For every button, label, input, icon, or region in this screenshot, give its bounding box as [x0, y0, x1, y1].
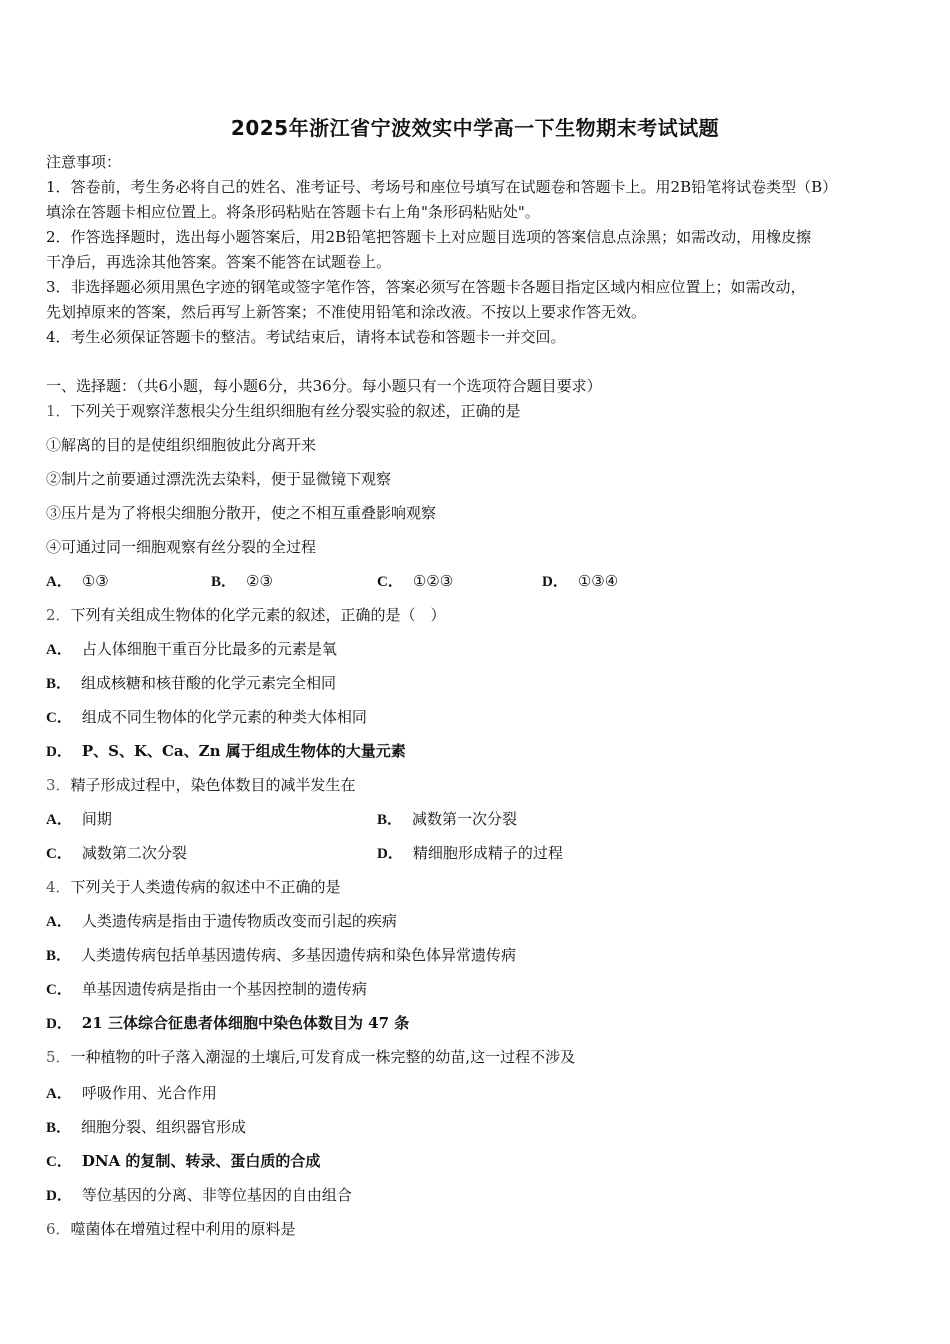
option-letter: A．	[46, 812, 72, 828]
option-letter: D．	[542, 574, 568, 590]
question-4-stem	[46, 877, 341, 897]
option-letter: B．	[46, 1120, 72, 1136]
option-letter: D．	[377, 846, 403, 862]
option-text: 间期	[81, 810, 112, 828]
q2-option-c[interactable]	[46, 707, 367, 728]
option-letter: C．	[46, 846, 72, 862]
q5-option-d[interactable]	[46, 1185, 352, 1206]
notes-heading: 注意事项：	[46, 153, 122, 171]
option-letter: C．	[46, 982, 72, 998]
q2-option-a[interactable]	[46, 639, 337, 660]
option-letter: A．	[46, 642, 72, 658]
question-3-stem	[46, 775, 356, 795]
option-letter: D．	[46, 1016, 72, 1032]
q3-option-b[interactable]	[377, 809, 517, 830]
option-text: 21 三体综合征患者体细胞中染色体数目为 47 条	[81, 1014, 410, 1032]
q1-statement-1: ①解离的目的是使组织细胞彼此分离开来	[46, 436, 317, 454]
option-text: 组成不同生物体的化学元素的种类大体相同	[81, 708, 367, 726]
option-letter: A．	[46, 1086, 72, 1102]
option-text: ①③④	[577, 572, 619, 590]
question-text: 噬菌体在增殖过程中利用的原料是	[70, 1220, 296, 1238]
option-text: 减数第二次分裂	[81, 844, 187, 862]
option-text: 组成核糖和核苷酸的化学元素完全相同	[81, 674, 337, 692]
option-text: 单基因遗传病是指由一个基因控制的遗传病	[81, 980, 367, 998]
option-letter: B．	[46, 948, 72, 964]
q2-option-b[interactable]	[46, 673, 336, 694]
question-text: 精子形成过程中，染色体数目的减半发生在	[70, 776, 356, 794]
q3-option-d[interactable]	[377, 843, 563, 864]
notes-line-3: 2．作答选择题时，选出每小题答案后，用2B铅笔把答题卡上对应题目选项的答案信息点涂黑；如需改动，用橡皮擦	[46, 228, 812, 246]
q1-statement-4: ④可通过同一细胞观察有丝分裂的全过程	[46, 538, 317, 556]
q4-option-a[interactable]	[46, 911, 397, 932]
notes-line-5: 3．非选择题必须用黑色字迹的钢笔或签字笔作答，答案必须写在答题卡各题目指定区域内相应位置上；如需改动，	[46, 278, 806, 296]
option-text: 占人体细胞干重百分比最多的元素是氧	[81, 640, 337, 658]
question-text: 下列有关组成生物体的化学元素的叙述，正确的是（ ）	[70, 606, 446, 624]
q2-option-d[interactable]	[46, 741, 406, 762]
option-text: ①②③	[412, 572, 454, 590]
question-text: 下列关于观察洋葱根尖分生组织细胞有丝分裂实验的叙述，正确的是	[70, 402, 521, 420]
option-text: 精细胞形成精子的过程	[412, 844, 563, 862]
question-number: 5．	[46, 1048, 71, 1066]
option-letter: B．	[211, 574, 237, 590]
notes-line-4: 干净后，再选涂其他答案。答案不能答在试题卷上。	[46, 253, 392, 271]
option-letter: C．	[46, 710, 72, 726]
q4-option-c[interactable]	[46, 979, 367, 1000]
option-text: ①③	[81, 572, 109, 590]
question-6-stem	[46, 1219, 296, 1239]
option-text: DNA 的复制、转录、蛋白质的合成	[81, 1152, 321, 1170]
notes-line-7: 4．考生必须保证答题卡的整洁。考试结束后，请将本试卷和答题卡一并交回。	[46, 328, 566, 346]
q5-option-b[interactable]	[46, 1117, 246, 1138]
notes-line-2: 填涂在答题卡相应位置上。将条形码粘贴在答题卡右上角"条形码粘贴处"。	[46, 203, 540, 221]
question-text: 下列关于人类遗传病的叙述中不正确的是	[70, 878, 341, 896]
option-letter: C．	[46, 1154, 72, 1170]
option-text: 细胞分裂、组织器官形成	[81, 1118, 247, 1136]
option-text: ②③	[246, 572, 273, 590]
option-letter: B．	[377, 812, 403, 828]
q1-option-d[interactable]	[542, 571, 618, 592]
question-1-stem	[46, 401, 521, 421]
option-text: 呼吸作用、光合作用	[81, 1084, 217, 1102]
option-text: 等位基因的分离、非等位基因的自由组合	[81, 1186, 352, 1204]
q5-option-c[interactable]	[46, 1151, 320, 1172]
option-text: 减数第一次分裂	[412, 810, 518, 828]
option-letter: A．	[46, 574, 72, 590]
option-text: P、S、K、Ca、Zn 属于组成生物体的大量元素	[81, 742, 406, 760]
question-number: 3．	[46, 776, 71, 794]
option-letter: B．	[46, 676, 72, 692]
q3-option-c[interactable]	[46, 843, 187, 864]
question-text: 一种植物的叶子落入潮湿的土壤后,可发育成一株完整的幼苗,这一过程不涉及	[70, 1048, 576, 1066]
question-number: 4．	[46, 878, 71, 896]
page-title: 2025年浙江省宁波效实中学高一下生物期末考试试题	[230, 116, 720, 140]
q4-option-d[interactable]	[46, 1013, 409, 1034]
section-heading: 一、选择题：（共6小题，每小题6分，共36分。每小题只有一个选项符合题目要求）	[46, 377, 602, 395]
option-letter: D．	[46, 1188, 72, 1204]
notes-line-1: 1．答卷前，考生务必将自己的姓名、准考证号、考场号和座位号填写在试题卷和答题卡上。用2B铅笔将试卷类型（B）	[46, 178, 838, 196]
option-text: 人类遗传病包括单基因遗传病、多基因遗传病和染色体异常遗传病	[81, 946, 517, 964]
q1-option-b[interactable]	[211, 571, 273, 592]
option-letter: A．	[46, 914, 72, 930]
question-5-stem	[46, 1047, 575, 1067]
q4-option-b[interactable]	[46, 945, 516, 966]
q1-option-c[interactable]	[377, 571, 453, 592]
q1-statement-2: ②制片之前要通过漂洗洗去染料，便于显微镜下观察	[46, 470, 392, 488]
notes-line-6: 先划掉原来的答案，然后再写上新答案；不准使用铅笔和涂改液。不按以上要求作答无效。	[46, 303, 647, 321]
q3-option-a[interactable]	[46, 809, 112, 830]
option-letter: C．	[377, 574, 403, 590]
question-2-stem	[46, 605, 446, 625]
q1-statement-3: ③压片是为了将根尖细胞分散开，使之不相互重叠影响观察	[46, 504, 437, 522]
option-letter: D．	[46, 744, 72, 760]
option-text: 人类遗传病是指由于遗传物质改变而引起的疾病	[81, 912, 397, 930]
question-number: 6．	[46, 1220, 71, 1238]
question-number: 1．	[46, 402, 71, 420]
q1-option-a[interactable]	[46, 571, 109, 592]
question-number: 2．	[46, 606, 71, 624]
q5-option-a[interactable]	[46, 1083, 217, 1104]
